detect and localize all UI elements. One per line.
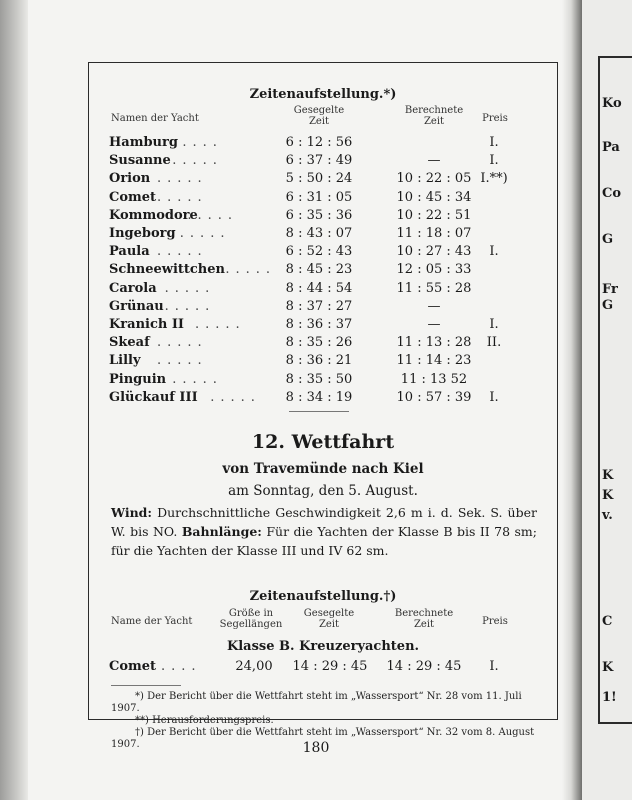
sailed-time: 8 : 43 : 07 [285,226,353,241]
col-head-sailed: Gesegelte Zeit [293,105,345,127]
table-row [89,135,557,153]
sailed-time: 6 : 37 : 49 [285,153,353,169]
section-title-1: Zeitenaufstellung.*) [249,87,397,102]
yacht-name: Kommodore [109,207,198,223]
col2-head-name: Name der Yacht [111,616,193,627]
leader-dots: ..... [187,207,239,223]
calculated-time: 14 : 29 : 45 [386,659,462,674]
col2-head-calc: Berechnete Zeit [394,608,454,630]
calculated-time: 10 : 22 : 05 [396,171,472,187]
facing-page-fragment: C [602,614,613,629]
leader-dots: ..... [172,371,223,387]
calculated-time: 11 : 13 : 28 [396,335,472,351]
leader-dots: ..... [164,298,216,314]
yacht-name: Comet [109,659,157,674]
table-row [89,353,557,371]
col-head-calc: Berechnete Zeit [404,105,464,127]
table-row [89,281,557,299]
table-row [89,244,557,262]
footnote: †) Der Bericht über die Wettfahrt steht im „Wassersport“ Nr. 32 vom 8. August 1907. [111,727,535,750]
facing-page-edge [582,0,632,800]
sailed-time: 8 : 37 : 27 [285,298,353,314]
sailed-time: 6 : 52 : 43 [285,244,353,260]
calculated-time: 10 : 27 : 43 [396,244,472,260]
leader-dots: ..... [164,280,216,296]
prize: I.**) [480,171,508,187]
leader-dots: ..... [195,317,246,332]
yacht-name: Susanne [109,153,171,169]
prize: I. [489,135,499,150]
yacht-name: Glückauf III [109,389,198,405]
facing-page-fragment: 1! [602,690,617,705]
facing-page-fragment: Ko [602,96,622,111]
table-row [89,153,557,171]
section-title-2: Zeitenaufstellung.†) [249,589,397,604]
leader-dots: ..... [157,244,208,260]
leader-dots: ..... [179,226,231,241]
page-number: 180 [302,740,330,756]
sailed-time: 6 : 12 : 56 [285,135,353,150]
leader-dots: ..... [210,389,261,405]
page-spine-shadow [562,0,582,800]
sailed-time: 8 : 36 : 21 [285,353,353,369]
race-date: am Sonntag, den 5. August. [228,483,418,499]
calculated-time: 11 : 55 : 28 [396,280,472,296]
footnote-rule [111,685,181,686]
col2-head-sailed: Gesegelte Zeit [303,608,355,630]
table-row [89,208,557,226]
table-row [89,299,557,317]
book-gutter-left [0,0,28,800]
leader-dots: ..... [172,135,223,150]
yacht-name: Kranich II [109,317,185,332]
facing-page-fragment: K [602,468,614,483]
leader-dots: ..... [157,189,208,205]
wind-text: Durchschnittliche Geschwindigkeit 2,6 m i. d. Sek. S. über W. bis NO. [111,505,537,539]
calculated-time: — [427,153,441,169]
yacht-name: Skeaf [109,335,150,351]
yacht-name: Lilly [109,353,141,369]
yacht-name: Grünau [109,298,164,314]
sailed-time: 8 : 45 : 23 [285,262,353,278]
section-divider [289,411,349,412]
sailed-time: 14 : 29 : 45 [292,659,368,674]
col2-head-prize: Preis [482,616,508,627]
yacht-name: Carola [109,280,157,296]
sailed-time: 8 : 35 : 26 [285,335,353,351]
prize: II. [486,335,502,351]
calculated-time: 10 : 57 : 39 [396,389,472,405]
yacht-name: Hamburg [109,135,178,150]
col-head-prize: Preis [482,113,508,124]
facing-page-fragment: G [602,232,614,247]
calculated-time: 11 : 18 : 07 [396,226,472,241]
table-row [89,226,557,244]
yacht-name: Comet [109,189,157,205]
footnote: *) Der Bericht über die Wettfahrt steht im „Wassersport“ Nr. 28 vom 11. Juli 1907. [111,691,522,714]
sailed-time: 8 : 44 : 54 [285,280,353,296]
race-title: 12. Wettfahrt [251,431,395,453]
table-row [89,372,557,390]
calculated-time: — [427,298,441,314]
leader-dots: ..... [157,335,208,351]
facing-page-fragment: K [602,660,614,675]
facing-page-fragment: G [602,298,614,313]
table-row [89,171,557,189]
table-row [89,262,557,280]
yacht-name: Paula [109,244,150,260]
prize: I. [489,389,499,405]
col2-head-size: Größe in Segellängen [219,608,283,630]
facing-page-fragment: v. [602,508,613,523]
table-row [89,659,557,677]
table-row [89,190,557,208]
calculated-time: 12 : 05 : 33 [396,262,472,278]
results-frame [88,62,558,750]
facing-page-fragment: Pa [602,140,620,155]
facing-page-fragment: Fr [602,282,618,297]
table-row [89,317,557,335]
facing-page-fragment: K [602,488,614,503]
sailed-time: 6 : 35 : 36 [285,207,353,223]
sailed-time: 8 : 35 : 50 [285,371,353,387]
leader-dots: ..... [172,153,223,169]
calculated-time: 10 : 22 : 51 [396,207,472,223]
calculated-time: 10 : 45 : 34 [396,189,472,205]
col-head-name: Namen der Yacht [111,113,199,124]
sailed-time: 8 : 36 : 37 [285,317,353,332]
leader-dots: ..... [225,262,277,278]
prize: I. [489,659,499,674]
leader-dots: .... [161,659,202,674]
class-label: Klasse B. Kreuzeryachten. [226,639,420,654]
prize: I. [489,317,499,332]
leader-dots: ..... [157,353,208,369]
length-label: Bahnlänge: [181,524,262,539]
yacht-size: 24,00 [235,659,273,674]
yacht-name: Ingeborg [109,226,176,241]
wind-label: Wind: [111,505,153,520]
prize: I. [489,244,499,260]
sailed-time: 8 : 34 : 19 [285,389,353,405]
footnote: **) Herausforderungspreis. [135,715,274,726]
leader-dots: ..... [157,171,208,187]
race-route: von Travemünde nach Kiel [222,461,424,477]
table-row [89,390,557,408]
yacht-name: Schneewittchen [109,262,225,278]
yacht-name: Pinguin [109,371,167,387]
calculated-time: 11 : 14 : 23 [396,353,472,369]
sailed-time: 5 : 50 : 24 [285,171,353,187]
length-text: Für die Yachten der Klasse B bis II 78 sm; für die Yachten der Klasse III und IV 62 sm. [111,524,537,558]
calculated-time: 11 : 13 52 [400,371,468,387]
race-conditions [111,503,537,560]
facing-page-fragment: Co [602,186,622,201]
prize: I. [489,153,499,169]
table-row [89,335,557,353]
sailed-time: 6 : 31 : 05 [285,189,353,205]
calculated-time: — [427,317,441,332]
yacht-name: Orion [109,171,151,187]
